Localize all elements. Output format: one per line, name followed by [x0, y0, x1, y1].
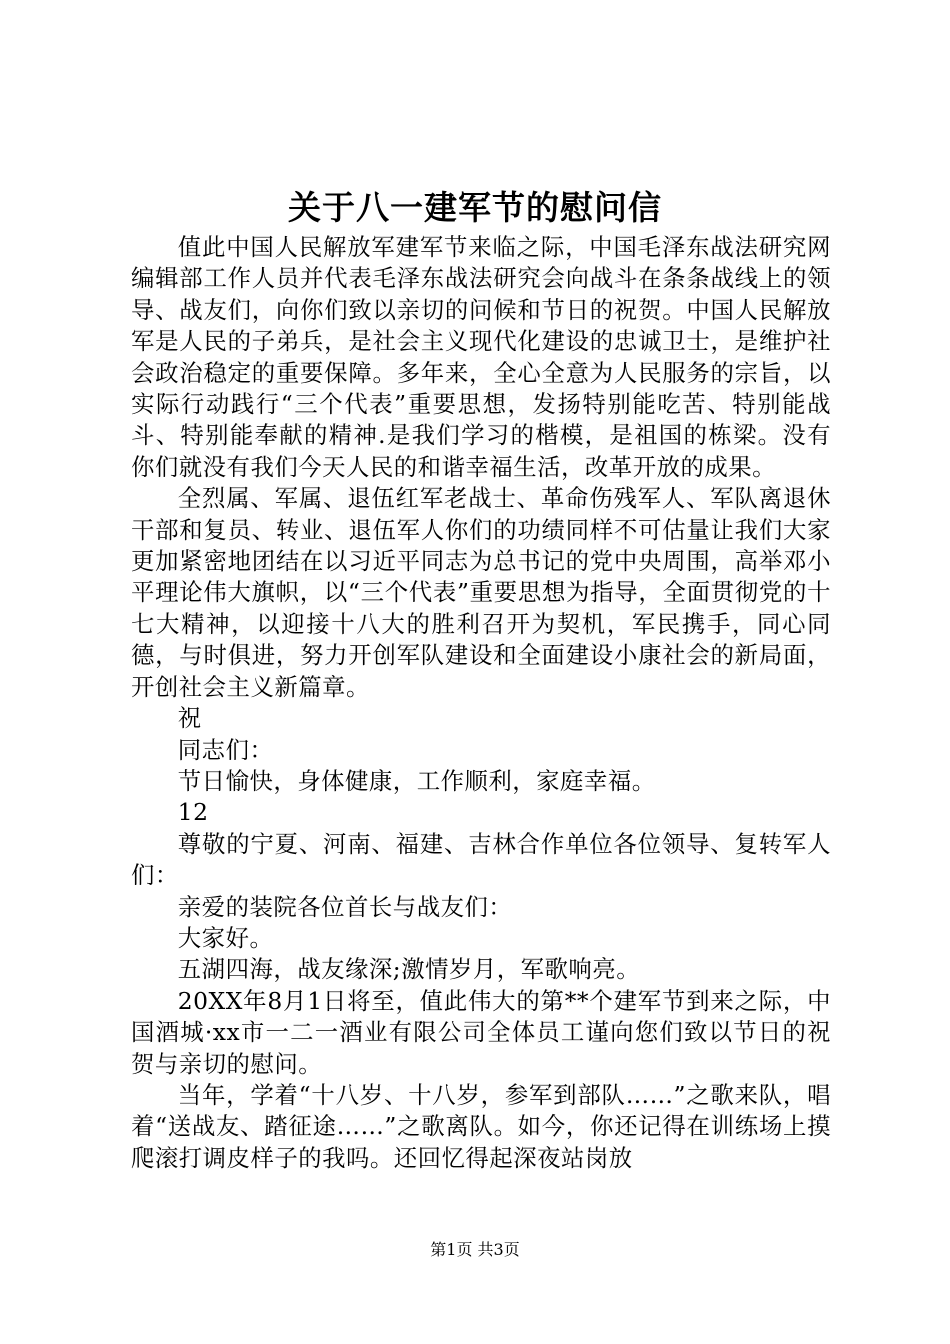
paragraph-number: 12: [177, 798, 209, 827]
page-number-footer: 第1页 共3页: [430, 1240, 520, 1259]
paragraph-salutation: 尊敬的宁夏、河南、福建、吉林合作单位各位领导、复转军人们：: [131, 829, 831, 890]
paragraph-verse: 五湖四海，战友缘深;激情岁月，军歌响亮。: [177, 955, 641, 984]
paragraph-comrades: 同志们：: [177, 735, 274, 764]
paragraph-date: 20XX年8月1日将至，值此伟大的第**个建军节到来之际，中国酒城·xx市一二一酒业有限公司全体员工谨向您们致以节日的祝贺与亲切的慰问。: [131, 986, 831, 1078]
paragraph-hello: 大家好。: [177, 923, 274, 952]
paragraph-wishes: 节日愉快，身体健康，工作顺利，家庭幸福。: [177, 766, 656, 795]
paragraph-memories: 当年，学着“十八岁、十八岁，参军到部队……”之歌来队，唱着“送战友、踏征途……”之歌离队。如今，你还记得在训练场上摸爬滚打调皮样子的我吗。还回忆得起深夜站岗放: [131, 1080, 831, 1172]
paragraph-zhu: 祝: [177, 704, 202, 733]
document-title: 关于八一建军节的慰问信: [288, 188, 662, 227]
paragraph-families: 全烈属、军属、退伍红军老战士、革命伤残军人、军队离退休干部和复员、转业、退伍军人你们的功绩同样不可估量让我们大家更加紧密地团结在以习近平同志为总书记的党中央周围，高举邓小平理论伟大旗帜，以“三个代表”重要思想为指导，全面贯彻党的十七大精神，以迎接十八大的胜利召开为契机，军民携手，同心同德，与时俱进，努力开创军队建设和全面建设小康社会的新局面，开创社会主义新篇章。: [131, 484, 831, 701]
paragraph-greeting: 值此中国人民解放军建军节来临之际，中国毛泽东战法研究网编辑部工作人员并代表毛泽东战法研究会向战斗在条条战线上的领导、战友们，向你们致以亲切的问候和节日的祝贺。中国人民解放军是人民的子弟兵，是社会主义现代化建设的忠诚卫士，是维护社会政治稳定的重要保障。多年来，全心全意为人民服务的宗旨，以实际行动践行“三个代表”重要思想，发扬特别能吃苦、特别能战斗、特别能奉献的精神.是我们学习的楷模，是祖国的栋梁。没有你们就没有我们今天人民的和谐幸福生活，改革开放的成果。: [131, 233, 831, 481]
paragraph-salutation-2: 亲爱的装院各位首长与战友们：: [177, 892, 513, 921]
document-body: [131, 232, 831, 1174]
